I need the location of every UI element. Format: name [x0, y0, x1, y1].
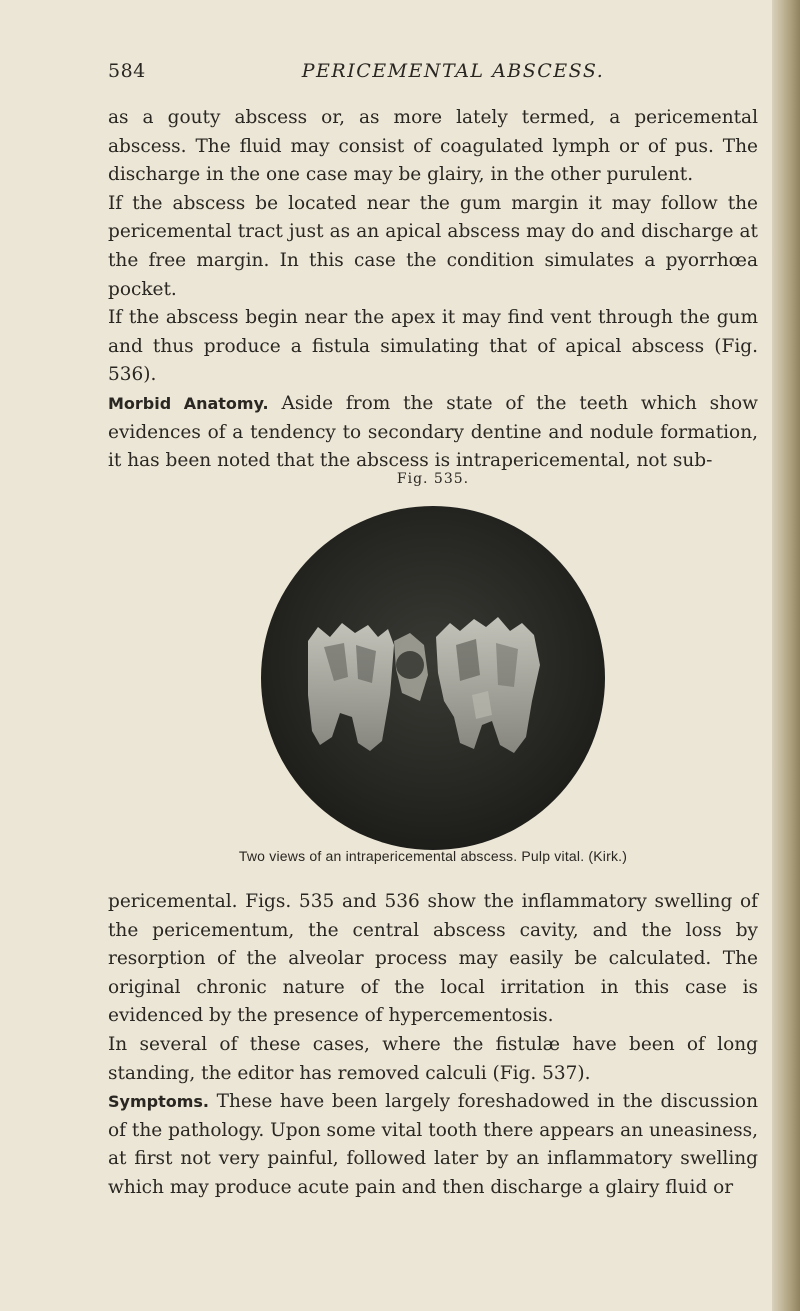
text-block-bottom [108, 888, 758, 1203]
paragraph: If the abscess be located near the gum margin it may follow the pericemental tract just as an apical abscess may do and discharge at the free margin. In this case the condition simulates a pyorrhœa pocket. [108, 192, 758, 300]
figure-micrograph [260, 505, 606, 851]
morbid-anatomy-paragraph [108, 390, 758, 476]
page-edge-shadow [772, 0, 800, 1311]
symptoms-paragraph [108, 1088, 758, 1202]
figure-caption: Two views of an intrapericemental abscess. Pulp vital. (Kirk.) [238, 848, 628, 864]
text-block-top [108, 104, 758, 476]
morbid-anatomy-text: Aside from the state of the teeth which show evidences of a tendency to secondary dentine and nodule formation, it has been noted that the abscess is intrapericemental, not sub- [108, 392, 758, 472]
figure-label: Fig. 535. [396, 471, 470, 487]
micrograph-image [260, 505, 606, 851]
page-header [108, 60, 758, 90]
paragraph: In several of these cases, where the fistulæ have been of long standing, the editor has removed calculi (Fig. 537). [108, 1033, 758, 1084]
paragraph: as a gouty abscess or, as more lately termed, a pericemental abscess. The fluid may consist of coagulated lymph or of pus. The discharge in the one case may be glairy, in the other purulent. [108, 107, 758, 186]
page-number: 584 [108, 60, 146, 82]
paragraph: pericemental. Figs. 535 and 536 show the inflammatory swelling of the pericementum, the central abscess cavity, and the loss by resorption of the alveolar process may easily be calculated. The original chronic nature of the local irritation in this case is evidenced by the presence of hypercementosis. [108, 891, 758, 1027]
symptoms-heading: Symptoms. [108, 1092, 209, 1112]
paragraph: If the abscess begin near the apex it may find vent through the gum and thus produce a fistula simulating that of apical abscess (Fig. 536). [108, 307, 758, 386]
running-head: PERICEMENTAL ABSCESS. [301, 60, 605, 82]
morbid-anatomy-heading: Morbid Anatomy. [108, 393, 269, 413]
symptoms-text: These have been largely foreshadowed in the discussion of the pathology. Upon some vital tooth there appears an uneasiness, at first not very painful, followed later by an inflammatory swelling which may produce acute pain and then discharge a glairy fluid or [108, 1091, 758, 1198]
